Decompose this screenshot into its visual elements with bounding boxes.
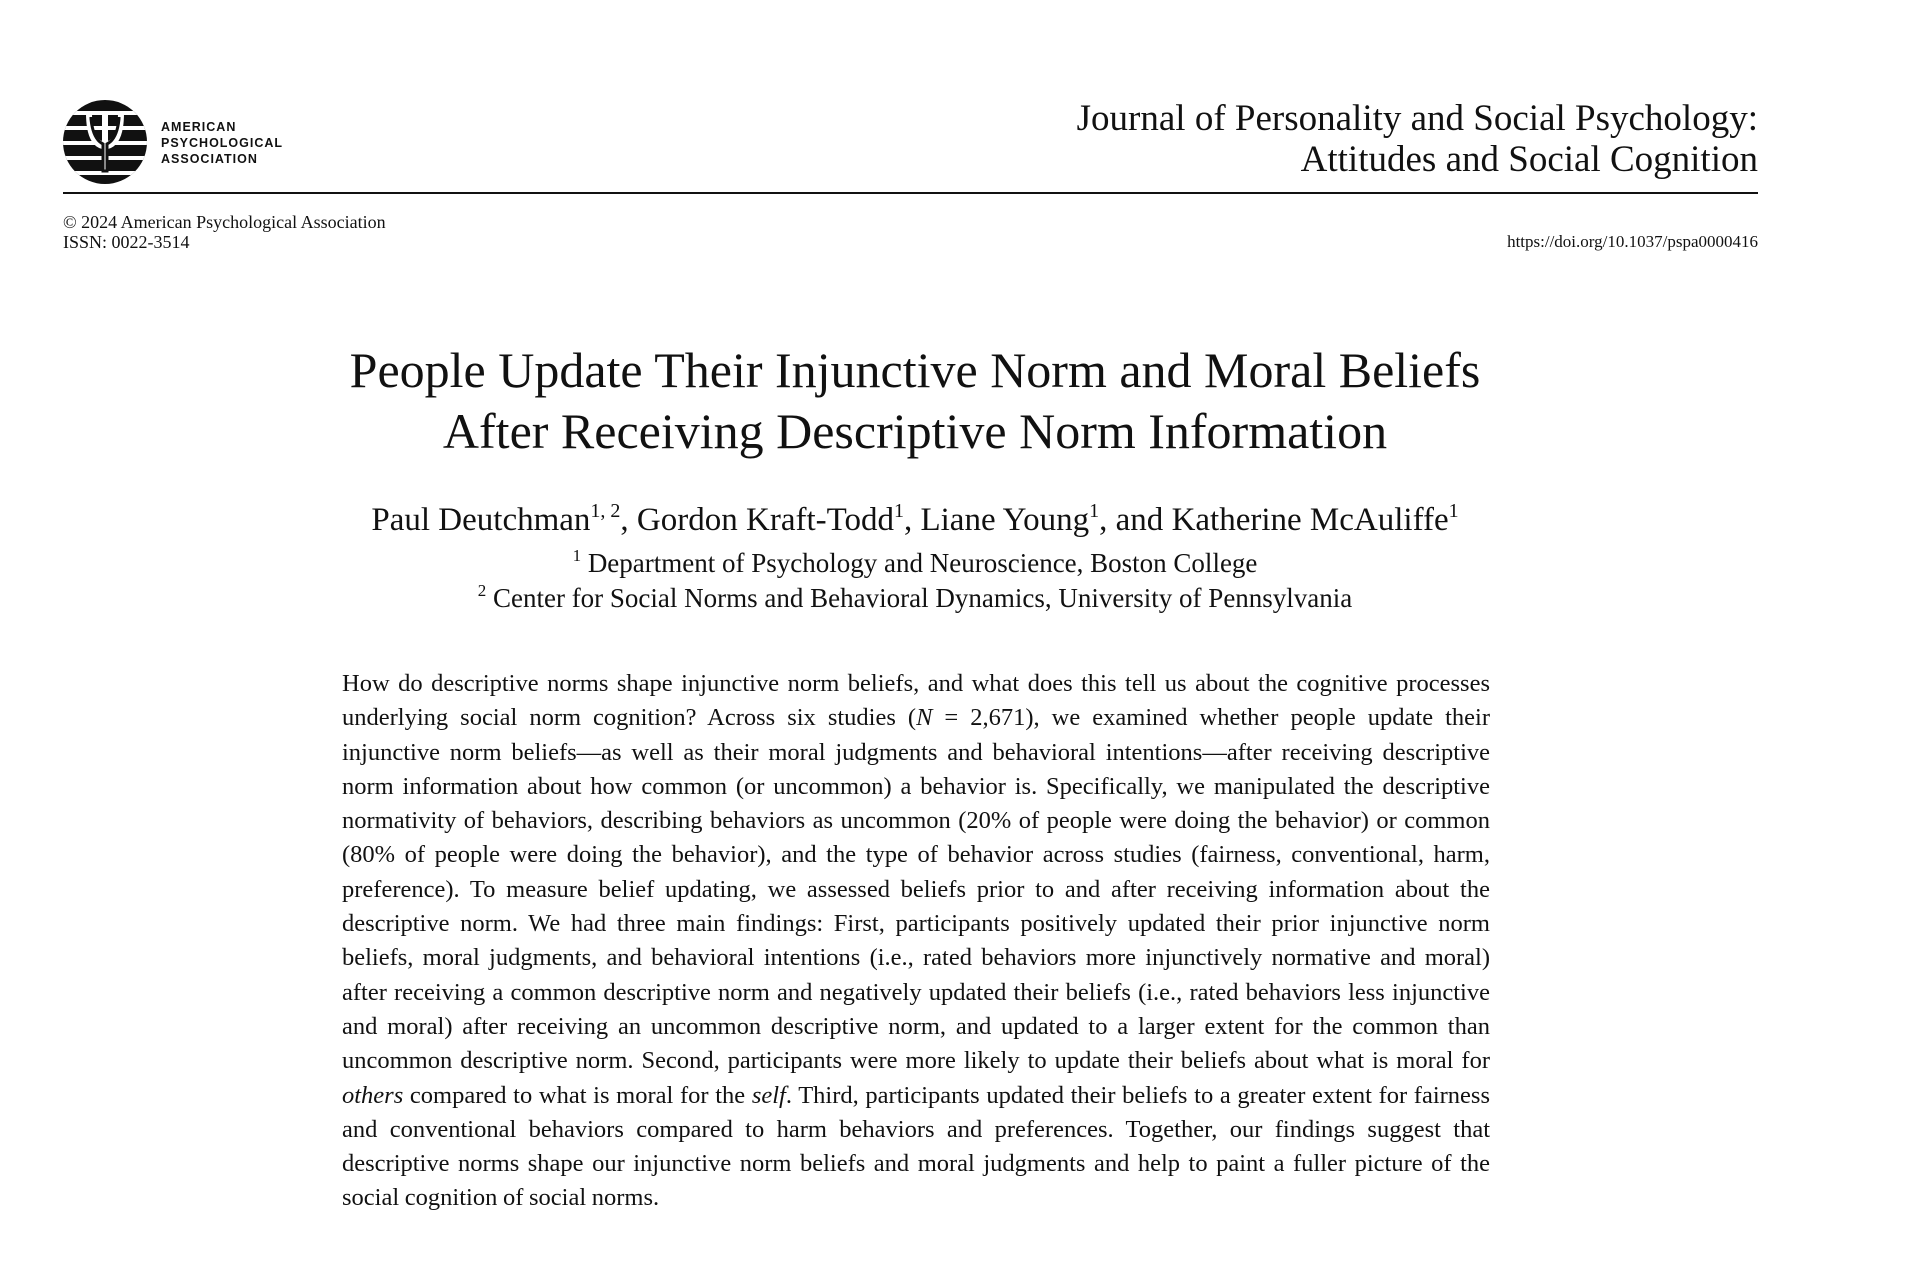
abstract-italic-n: N bbox=[916, 704, 933, 732]
affiliation bbox=[0, 546, 1830, 581]
abstract-italic-others: others bbox=[342, 1081, 404, 1109]
author-name: Katherine McAuliffe bbox=[1171, 502, 1449, 538]
publisher-name bbox=[161, 119, 283, 167]
author-list bbox=[0, 500, 1830, 540]
author-separator: , bbox=[620, 502, 637, 538]
affiliation-list bbox=[0, 546, 1830, 616]
article-title-line1: People Update Their Injunctive Norm and Moral Beliefs bbox=[349, 342, 1481, 398]
copyright-notice: © 2024 American Psychological Association bbox=[63, 212, 386, 232]
affiliation-number: 2 bbox=[477, 581, 487, 600]
author-affiliation-mark: 1 bbox=[1089, 500, 1100, 522]
apa-psi-logo-icon bbox=[62, 99, 148, 185]
author-affiliation-mark: 1, 2 bbox=[590, 500, 621, 522]
author-separator: , bbox=[903, 502, 921, 538]
journal-name-line1: Journal of Personality and Social Psychology: bbox=[1076, 98, 1758, 139]
issn: ISSN: 0022-3514 bbox=[63, 232, 190, 252]
author-name: Paul Deutchman bbox=[371, 502, 591, 538]
author-affiliation-mark: 1 bbox=[893, 500, 904, 522]
publication-info bbox=[63, 212, 386, 252]
author-affiliation-mark: 1 bbox=[1448, 500, 1459, 522]
abstract-italic-self: self bbox=[751, 1081, 786, 1109]
journal-name bbox=[1077, 98, 1758, 180]
article-title-line2: After Receiving Descriptive Norm Information bbox=[442, 403, 1388, 459]
abstract bbox=[342, 667, 1490, 1216]
affiliation-text: Department of Psychology and Neuroscience, Boston College bbox=[581, 548, 1258, 578]
journal-name-line2: Attitudes and Social Cognition bbox=[1300, 139, 1758, 180]
author-name: Gordon Kraft-Todd bbox=[636, 502, 894, 538]
abstract-text: compared to what is moral for the bbox=[403, 1081, 752, 1109]
abstract-text: . Third, participants updated their beliefs to a greater extent for fairness and conventional behaviors compared to harm behaviors and preferences. Together, our findings suggest that descriptive norms shape our injunctive norm beliefs and moral judgments and help to paint a fuller picture of the social cognition of social norms. bbox=[342, 1081, 1490, 1212]
doi-link[interactable]: https://doi.org/10.1037/pspa0000416 bbox=[1507, 232, 1758, 251]
author-name: Liane Young bbox=[920, 502, 1090, 538]
article-title bbox=[0, 340, 1830, 462]
affiliation-text: Center for Social Norms and Behavioral Dynamics, University of Pennsylvania bbox=[486, 583, 1353, 613]
affiliation-number: 1 bbox=[572, 546, 582, 565]
publisher-name-line: ASSOCIATION bbox=[161, 152, 258, 166]
author-separator: , and bbox=[1099, 502, 1172, 538]
affiliation bbox=[0, 581, 1830, 616]
abstract-text: = 2,671), we examined whether people update their injunctive norm beliefs—as well as their moral judgments and behavioral intentions—after receiving descriptive norm information about how common (or uncommon) a behavior is. Specifically, we manipulated the descriptive normativity of behaviors, describing behaviors as uncommon (20% of people were doing the behavior) or common (80% of people were doing the behavior), and the type of behavior across studies (fairness, conventional, harm, preference). To measure belief updating, we assessed beliefs prior to and after receiving information about the descriptive norm. We had three main findings: First, participants positively updated their prior injunctive norm beliefs, moral judgments, and behavioral intentions (i.e., rated behaviors more injunctively normative and moral) after receiving a common descriptive norm and negatively updated their beliefs (i.e., rated behaviors less injunctive and moral) after receiving an uncommon descriptive norm, and updated to a larger extent for the common than uncommon descriptive norm. Second, participants were more likely to update their beliefs about what is moral for bbox=[342, 704, 1490, 1075]
publisher-name-line: PSYCHOLOGICAL bbox=[161, 136, 284, 150]
header-divider bbox=[63, 192, 1758, 194]
abstract-text: How do descriptive norms shape injunctive norm beliefs, and what does this tell us about the cognitive processes underlying social norm cognition? Across six studies ( bbox=[342, 670, 1490, 732]
publisher-name-line: AMERICAN bbox=[161, 120, 237, 134]
publisher-logo bbox=[62, 99, 302, 185]
